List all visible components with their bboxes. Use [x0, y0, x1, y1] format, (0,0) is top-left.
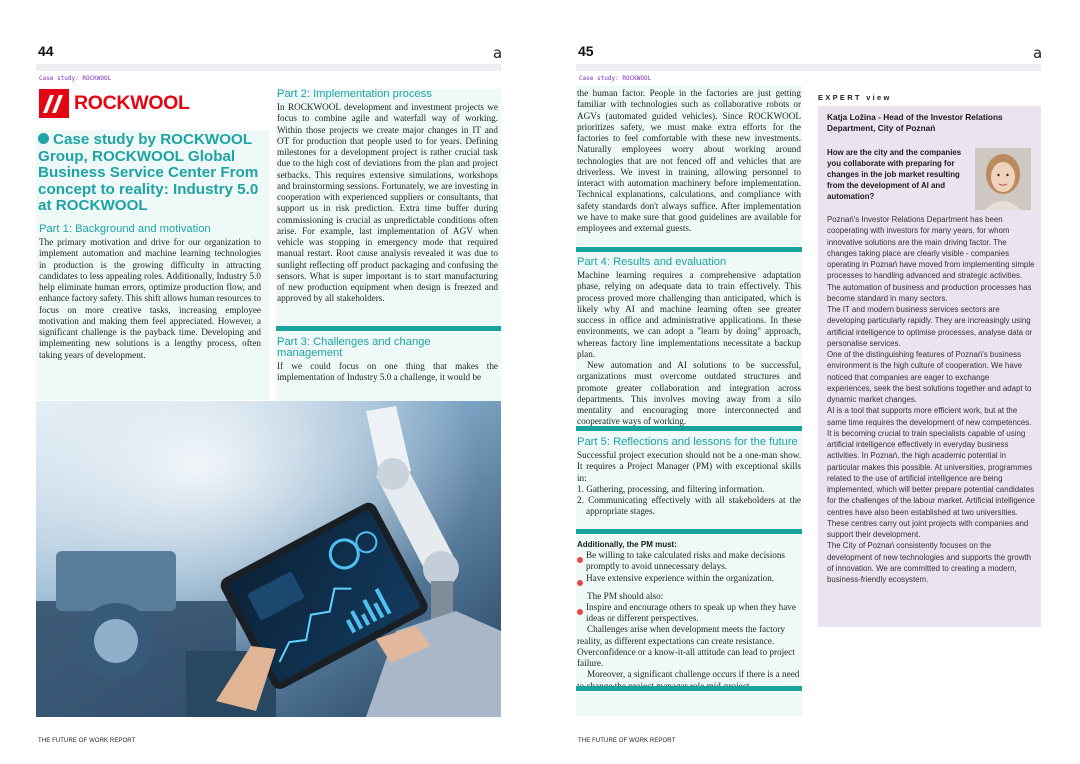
- part4-rule: [576, 426, 802, 431]
- bullet-dot-icon: [577, 580, 583, 586]
- part4-para2: New automation and AI solutions to be successful, organizations must overcome outdated structures and promote greater collaboration and integration across departments. This involves moving away from a silo mentality and encouraging more interconnected and cooperative ways of working.: [577, 360, 801, 427]
- case-study-title: [38, 132, 263, 215]
- part5-list-item: 2. Communicating effectively with all stakeholders at the appropriate stages.: [577, 495, 801, 517]
- part3-text: If we could focus on one thing that makes the implementation of Industry 5.0 a challenge, it would be: [277, 361, 498, 383]
- bullet-text: Be willing to take calculated risks and make decisions promptly to avoid unnecessary delays.: [586, 550, 786, 572]
- expert-para: One of the distinguishing features of Poznań's business environment is the high culture of cooperation. We have noticed that companies are eager to exchange experiences, seek the best solutions together and adapt to dynamic market changes.: [827, 350, 1032, 404]
- expert-para: AI is a tool that supports more efficient work, but at the same time requires the development of new competences. It is becoming crucial to train specialists capable of using artificial intelligence effectively in everyday business activities. In Poznań, the high academic potential in particular makes this possible. At universities, programmes related to the use of artificial intelligence are being implemented, which will better prepare potential candidates for the challenges of the labour market. Artificial intelligence centres have also been established at two universities. These centres carry out joint projects with companies and support their development.: [827, 406, 1035, 539]
- column-part2: [277, 87, 498, 305]
- expert-para: The IT and modern business services sectors are developing particularly rapidly. They are increasingly using artificial intelligence to optimise processes, analyse data or personalise services.: [827, 305, 1033, 348]
- part4-para1: Machine learning requires a comprehensive adaptation phase, relying on adequate data to train effectively. This process proved more challenging than anticipated, which is likely why AI and machine learning often see greater success in office and administrative applications. In these environments, we can adopt a "learn by doing" approach, whereas factory line implementations necessitate a backup plan.: [577, 270, 801, 359]
- part2-text: In ROCKWOOL development and investment projects we focus to combine agile and waterfall way of working. Within those projects we create major changes in IT and OT for production that people used to for years. Defining milestones for a development project is rather crucial task due to the high cost of deviations from the plan and project setbacks. This requires extensive simulations, workshops and brainstorming sessions. Fortunately, we are investing in cooperation with experienced suppliers or consultants, that support us in risk prediction. Extra time buffer during commissioning is crucial as unpredictable conditions often arise. For example, last implementation of AGV when vehicle was stopping in emergency mode that required manual restart. Root cause analysis revealed it was due to sunlight reflecting off product packaging and confusing the sensors. What is super important is to start manufacturing of new production equipment when design is freezed and approved by all stakeholders.: [277, 102, 498, 304]
- bullet-item: [577, 602, 801, 625]
- title-dot-icon: [38, 133, 49, 144]
- page-number: 45: [578, 43, 594, 59]
- part1-text: The primary motivation and drive for our organization to implement automation and machine learning technologies in production is the growing difficulty in attracting candidates to less appealing roles. Additionally, Industry 5.0 help eliminate human errors, optimize production flow, and enhance factory safety. This shift allows human resources to focus on more creative tasks, increasing employee motivation and making them feel appreciated. However, a significant challenge is the payback time. Developing and implementing new solutions is a lengthy process, often taking years of development.: [39, 237, 261, 360]
- part3-rule: [576, 247, 802, 252]
- top-rule: [36, 64, 501, 71]
- part5-end-rule: [576, 686, 802, 691]
- column-part3: [277, 335, 498, 384]
- column-part5: [577, 435, 801, 518]
- part5-rule: [576, 529, 802, 534]
- column-part4: [577, 255, 801, 428]
- pm-also-text: The PM should also:: [587, 590, 664, 601]
- expert-question: How are the city and the companies you collaborate with preparing for changes in the job market resulting from the development of AI and automation?: [827, 148, 962, 201]
- rockwool-wordmark: ROCKWOOL: [74, 92, 190, 114]
- part5-para2: Challenges arise when development meets the factory reality, as different expectations can create resistance. Overconfidence or a know-it-all attitude can lead to project failure.: [577, 624, 795, 668]
- bullet-dot-icon: [577, 557, 583, 563]
- factory-tablet-photo: [36, 401, 501, 717]
- page-footer: THE FUTURE OF WORK REPORT: [578, 738, 676, 744]
- top-rule: [576, 64, 1041, 71]
- part5-para1: Successful project execution should not be a one-man show. It requires a Project Manager (PM) with exceptional skills in:: [577, 450, 801, 483]
- title-text: Case study by ROCKWOOL Group, ROCKWOOL Global Business Service Center From concept to reality: Industry 5.0 at ROCKWOOL: [38, 131, 259, 215]
- rockwool-logo: [39, 89, 194, 118]
- bullet-text: Inspire and encourage others to speak up when they have ideas or different perspectives.: [586, 601, 796, 623]
- column-part1: [39, 222, 261, 361]
- expert-answer: [827, 214, 1035, 585]
- expert-view-label: EXPERT view: [818, 93, 892, 102]
- part4-heading: Part 4: Results and evaluation: [577, 256, 727, 268]
- pm-must-section: [577, 536, 801, 692]
- part5-list-item: 1. Gathering, processing, and filtering information.: [577, 483, 765, 494]
- expert-para: The City of Poznań consistently focuses on the development of new technologies and supports the growth of innovation. We are committed to creating a modern, business-friendly ecosystem.: [827, 541, 1031, 584]
- pm-must-subheading: Additionally, the PM must:: [577, 540, 677, 549]
- part5-heading: Part 5: Reflections and lessons for the future: [577, 436, 798, 448]
- page-number: 44: [38, 43, 54, 59]
- page-45: [540, 0, 1080, 764]
- bullet-item: [577, 550, 801, 573]
- bullet-dot-icon: [577, 609, 583, 615]
- column-part3-continued: [577, 88, 801, 234]
- part1-heading: Part 1: Background and motivation: [39, 223, 211, 235]
- publisher-logo: a: [1033, 44, 1043, 62]
- expert-name: Katja Ložina - Head of the Investor Relations Department, City of Poznań: [827, 112, 1003, 134]
- part3-continued-text: the human factor. People in the factories are just getting familiar with technologies such as collaborative robots or AGVs (automated guided vehicles). Since ROCKWOOL prioritizes safety, we must make extra efforts for the factories to feel comfortable with these new investments. Naturally employees worry about working around technologies that are not fenced off and vehicles that are driverless. We invest in training, allowing personnel to interact with automation machinery before implementation. Technical explanations, calculations, and compliance with safety standards don't always suffice. After implementation we have to make sure that good guidelines are available for employees and external guests.: [577, 88, 801, 233]
- part2-heading: Part 2: Implementation process: [277, 88, 432, 100]
- part2-rule: [276, 326, 501, 331]
- bullet-item: [577, 573, 801, 591]
- rockwool-mark-icon: [39, 89, 69, 118]
- case-study-label: Case study: ROCKWOOL: [579, 75, 652, 82]
- publisher-logo: a: [493, 44, 503, 62]
- part5-para3: Moreover, a significant challenge occurs if there is a need: [587, 669, 800, 680]
- bullet-text: Have extensive experience within the organization.: [586, 572, 775, 583]
- case-study-label: Case study: ROCKWOOL: [39, 75, 112, 82]
- page-footer: THE FUTURE OF WORK REPORT: [38, 738, 136, 744]
- expert-portrait: [975, 148, 1031, 210]
- part3-heading: Part 3: Challenges and change management: [277, 336, 431, 359]
- expert-para: Poznań's Investor Relations Department has been cooperating with investors for many years, for whom innovative solutions are the main driving factor. The changes taking place are clearly visible - companies operating in Poznań have moved from implementing simple processes to handling advanced and strategic activities. The automation of business and production processes has become standard in many sectors.: [827, 215, 1035, 303]
